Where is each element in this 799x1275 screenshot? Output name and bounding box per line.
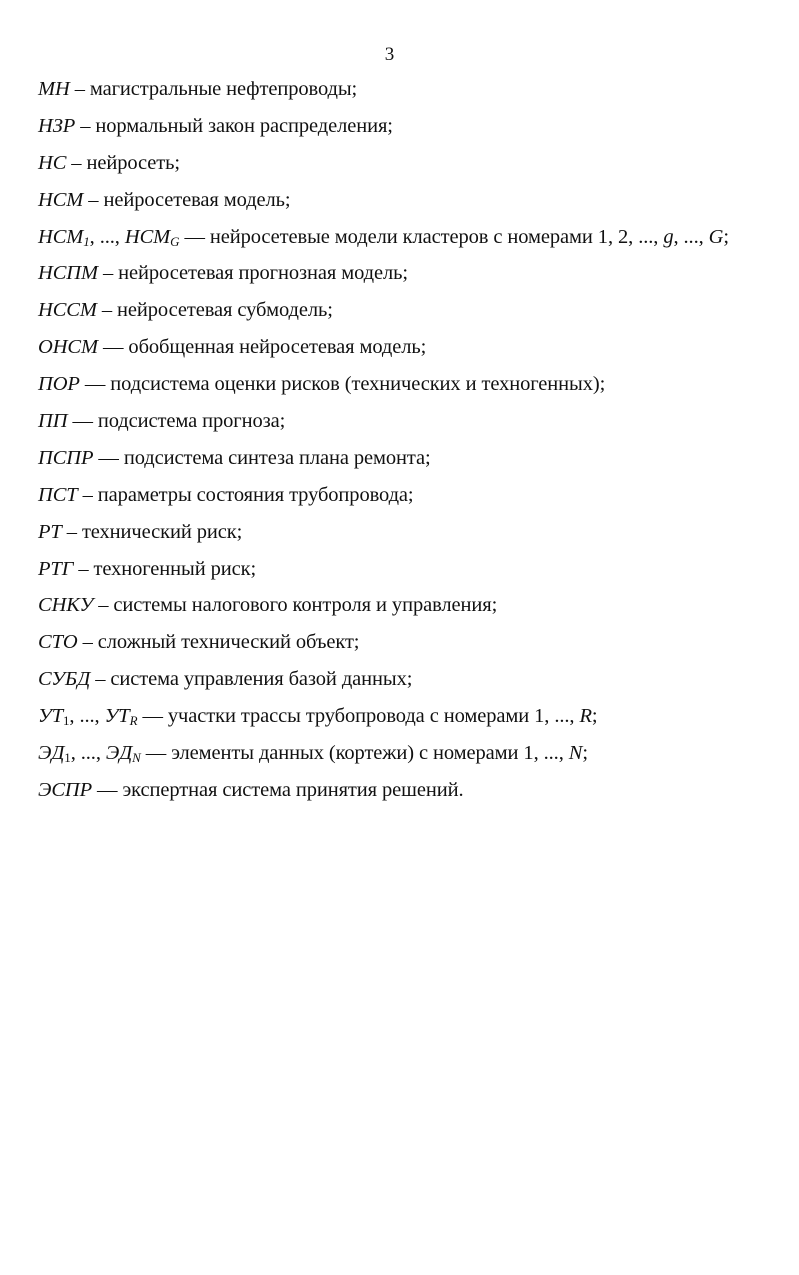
separator: – xyxy=(77,483,98,506)
list-item xyxy=(38,775,778,812)
separator: – xyxy=(93,594,114,617)
separator: – xyxy=(97,262,119,285)
list-item xyxy=(38,517,778,554)
abbreviation: УТ xyxy=(38,705,63,728)
abbreviation: СУБД xyxy=(38,668,91,691)
separator: — xyxy=(92,778,123,801)
separator: – xyxy=(75,114,96,137)
definition: участки трассы трубопровода с номерами 1, ..., xyxy=(167,705,580,728)
definition: подсистема синтеза плана ремонта; xyxy=(123,446,431,469)
separator: – xyxy=(90,668,111,691)
abbreviation: ОНСМ xyxy=(38,336,98,359)
separator: — xyxy=(179,225,210,248)
separator: — xyxy=(140,742,172,765)
definition: технический риск; xyxy=(81,520,243,543)
separator: — xyxy=(67,410,98,433)
subscript: G xyxy=(170,233,180,249)
abbreviation: НССМ xyxy=(38,299,97,322)
list-item xyxy=(38,627,778,664)
separator: – xyxy=(77,631,98,654)
list-item xyxy=(38,74,778,111)
punctuation: ; xyxy=(591,705,598,728)
abbreviation: ПСПР xyxy=(38,446,94,469)
page-number: 3 xyxy=(384,44,395,65)
list-item xyxy=(38,443,778,480)
separator: – xyxy=(61,520,82,543)
list-item xyxy=(38,258,778,295)
range-ellipsis: , ..., xyxy=(89,225,125,248)
list-item xyxy=(38,590,778,627)
variable: G xyxy=(708,225,724,248)
list-item xyxy=(38,111,778,148)
list-item xyxy=(38,738,778,775)
abbreviation: НС xyxy=(38,151,67,174)
definition: нейросетевая субмодель; xyxy=(117,299,333,322)
definition: обобщенная нейросетевая модель; xyxy=(128,336,427,359)
definition: системы налогового контроля и управления; xyxy=(113,594,498,617)
subscript: 1 xyxy=(63,713,70,729)
punctuation: ; xyxy=(723,225,729,248)
subscript: 1 xyxy=(64,750,71,766)
separator: – xyxy=(66,151,87,174)
abbreviation: НСМ xyxy=(38,225,84,248)
list-item xyxy=(38,554,778,591)
definition: нейросетевые модели кластеров с номерами 1, 2, ..., xyxy=(209,225,664,248)
list-item xyxy=(38,222,778,259)
list-item xyxy=(38,148,778,185)
list-item xyxy=(38,295,778,332)
list-item xyxy=(38,480,778,517)
list-item xyxy=(38,701,778,738)
definition: экспертная система принятия решений. xyxy=(122,778,464,801)
separator: — xyxy=(93,446,124,469)
definition: нейросетевая прогнозная модель; xyxy=(118,262,408,285)
abbreviation: РТГ xyxy=(38,557,74,580)
list-item xyxy=(38,332,778,369)
abbreviation: СТО xyxy=(38,631,78,654)
variable: N xyxy=(568,742,583,765)
abbreviation: ЭД xyxy=(105,742,133,765)
definition: нейросеть; xyxy=(86,151,180,174)
list-item xyxy=(38,406,778,443)
abbreviation: УТ xyxy=(104,705,130,728)
range-ellipsis: , ..., xyxy=(70,742,106,765)
definition: сложный технический объект; xyxy=(97,631,360,654)
variable: g xyxy=(663,225,674,248)
separator: – xyxy=(69,78,90,100)
abbreviation: ЭД xyxy=(38,742,65,765)
abbreviation: НСМ xyxy=(38,188,84,211)
abbreviation: НСМ xyxy=(124,225,171,248)
separator: – xyxy=(73,557,94,580)
definition: техногенный риск; xyxy=(93,557,257,580)
subscript: N xyxy=(132,750,141,766)
abbreviation: ЭСПР xyxy=(38,778,93,801)
range-ellipsis: , ..., xyxy=(69,705,105,728)
abbreviation: РТ xyxy=(38,520,62,543)
definition: параметры состояния трубопровода; xyxy=(97,483,414,506)
definition: система управления базой данных; xyxy=(110,668,413,691)
abbreviation: ПОР xyxy=(38,373,80,396)
abbreviation: СНКУ xyxy=(38,594,94,617)
separator: – xyxy=(96,299,118,322)
punctuation: ; xyxy=(582,742,588,765)
separator: — xyxy=(97,336,129,359)
abbreviation: ПСТ xyxy=(38,483,78,506)
separator: — xyxy=(79,373,111,396)
definition: элементы данных (кортежи) с номерами 1, ..., xyxy=(171,742,569,765)
definition: подсистема прогноза; xyxy=(97,410,286,433)
range-ellipsis: , ..., xyxy=(673,225,709,248)
list-item xyxy=(38,369,778,406)
list-item xyxy=(38,664,778,701)
definition: подсистема оценки рисков (технических и техногенных); xyxy=(110,373,606,396)
definition: магистральные нефтепроводы; xyxy=(89,78,358,100)
abbreviation: МН xyxy=(38,78,70,100)
separator: – xyxy=(83,188,104,211)
list-item xyxy=(38,185,778,222)
separator: — xyxy=(137,705,168,728)
variable: R xyxy=(579,705,592,728)
abbreviation: НЗР xyxy=(38,114,76,137)
abbreviation-list xyxy=(38,74,778,812)
abbreviation: ПП xyxy=(38,410,68,433)
abbreviation: НСПМ xyxy=(38,262,98,285)
definition: нейросетевая модель; xyxy=(103,188,291,211)
subscript: 1 xyxy=(83,233,90,249)
subscript: R xyxy=(129,713,138,729)
definition: нормальный закон распределения; xyxy=(95,114,393,137)
